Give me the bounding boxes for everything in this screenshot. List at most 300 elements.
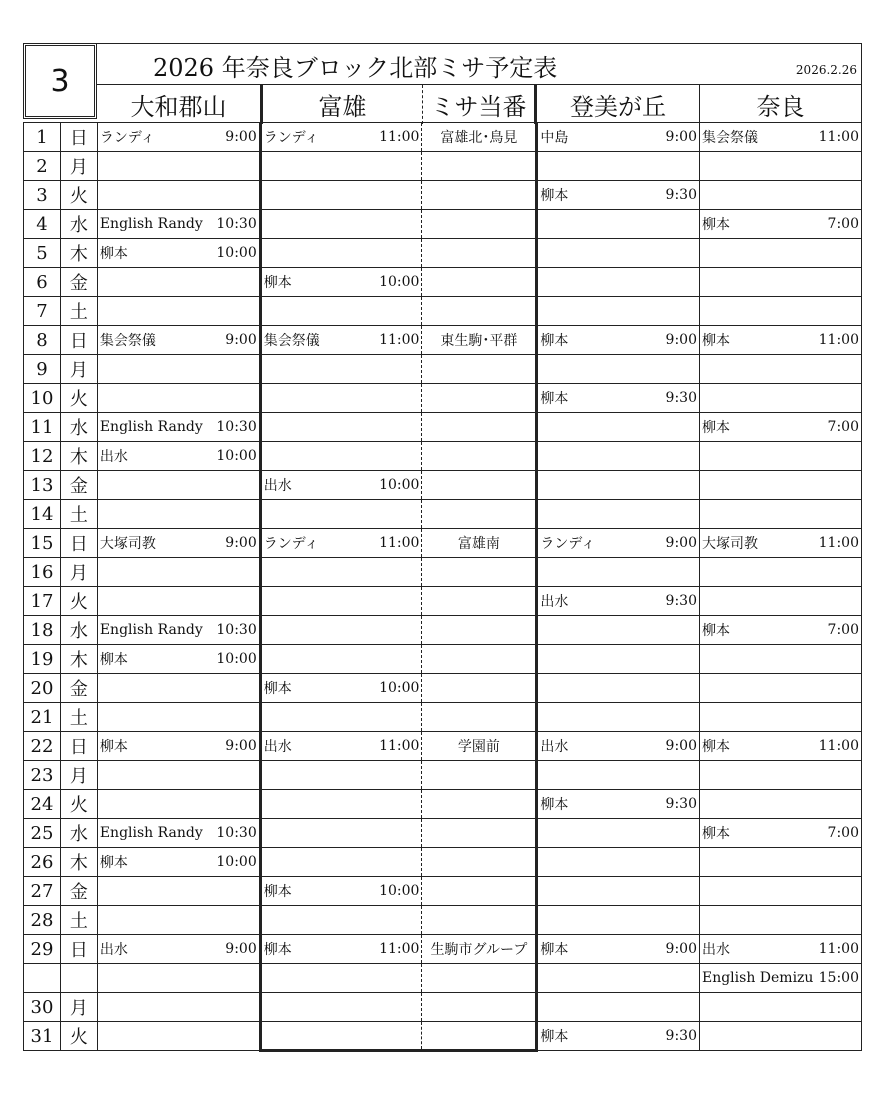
- column-header-nara: 奈良: [699, 85, 861, 124]
- table-row: [24, 152, 862, 181]
- event-entry: [540, 1026, 697, 1046]
- cell-nara: [699, 268, 861, 297]
- event-entry: [540, 127, 697, 147]
- day-number: 4: [24, 210, 61, 239]
- weekday: 木: [60, 442, 97, 471]
- table-row: [24, 848, 862, 877]
- weekday: 日: [60, 732, 97, 761]
- cell-duty: 学園前: [422, 732, 537, 761]
- event-officiant: 柳本: [701, 333, 730, 349]
- day-number: 9: [24, 355, 61, 384]
- cell-nara: [699, 558, 861, 587]
- cell-tomigaoka: [537, 790, 700, 819]
- event-officiant: 柳本: [540, 188, 569, 204]
- cell-tomigaoka: [537, 993, 700, 1022]
- cell-tomio: [260, 471, 422, 500]
- table-row: [24, 935, 862, 964]
- cell-duty: [422, 645, 537, 674]
- event-time: 9:30: [665, 1028, 697, 1044]
- weekday: 金: [60, 877, 97, 906]
- cell-nara: [699, 790, 861, 819]
- day-number: 31: [24, 1022, 61, 1051]
- column-headers: [97, 84, 861, 124]
- event-officiant: ランディ: [540, 536, 596, 552]
- cell-tomio: [260, 848, 422, 877]
- event-time: 15:00: [818, 970, 859, 986]
- weekday: 木: [60, 239, 97, 268]
- event-officiant: 出水: [540, 739, 569, 755]
- event-time: 7:00: [827, 216, 859, 232]
- event-entry: [264, 127, 420, 147]
- event-time: 11:00: [379, 332, 420, 348]
- cell-yamatokoriyama: [97, 152, 260, 181]
- event-time: 10:00: [379, 274, 420, 290]
- event-officiant: 出水: [263, 478, 292, 494]
- event-time: 9:00: [225, 535, 257, 551]
- cell-nara: [699, 877, 861, 906]
- cell-duty: [422, 761, 537, 790]
- cell-duty: [422, 964, 537, 993]
- cell-tomio: [260, 123, 422, 152]
- event-time: 9:00: [225, 129, 257, 145]
- event-time: 10:00: [216, 854, 257, 870]
- column-header-tomio: 富雄: [260, 85, 422, 124]
- cell-nara: [699, 297, 861, 326]
- day-number: 24: [24, 790, 61, 819]
- event-officiant: 柳本: [540, 333, 569, 349]
- cell-duty: [422, 616, 537, 645]
- cell-nara: [699, 210, 861, 239]
- event-officiant: 柳本: [99, 652, 128, 668]
- day-number: 10: [24, 384, 61, 413]
- weekday: 火: [60, 790, 97, 819]
- cell-yamatokoriyama: [97, 268, 260, 297]
- event-entry: [702, 970, 859, 986]
- event-entry: [100, 852, 257, 872]
- event-entry: [540, 185, 697, 205]
- table-row: [24, 732, 862, 761]
- cell-tomigaoka: [537, 297, 700, 326]
- table-row: [24, 471, 862, 500]
- day-number: 29: [24, 935, 61, 964]
- day-number: 3: [24, 181, 61, 210]
- cell-nara: [699, 123, 861, 152]
- weekday: 日: [60, 529, 97, 558]
- event-time: 9:00: [665, 941, 697, 957]
- cell-tomio: [260, 558, 422, 587]
- cell-yamatokoriyama: [97, 471, 260, 500]
- cell-yamatokoriyama: [97, 674, 260, 703]
- day-number: 26: [24, 848, 61, 877]
- cell-yamatokoriyama: [97, 935, 260, 964]
- cell-nara: [699, 732, 861, 761]
- cell-duty: [422, 239, 537, 268]
- event-time: 10:00: [379, 680, 420, 696]
- weekday: 月: [60, 558, 97, 587]
- cell-yamatokoriyama: [97, 964, 260, 993]
- table-row: [24, 268, 862, 297]
- cell-tomio: [260, 877, 422, 906]
- cell-nara: [699, 964, 861, 993]
- cell-tomio: [260, 181, 422, 210]
- cell-duty: 東生駒･平群: [422, 326, 537, 355]
- cell-tomigaoka: [537, 152, 700, 181]
- cell-tomigaoka: [537, 761, 700, 790]
- cell-nara: [699, 703, 861, 732]
- event-entry: [100, 243, 257, 263]
- day-number: 17: [24, 587, 61, 616]
- day-number: 20: [24, 674, 61, 703]
- cell-tomigaoka: [537, 732, 700, 761]
- event-officiant: 柳本: [263, 681, 292, 697]
- cell-nara: [699, 616, 861, 645]
- cell-tomigaoka: [537, 1022, 700, 1051]
- cell-yamatokoriyama: [97, 993, 260, 1022]
- table-row: [24, 993, 862, 1022]
- event-entry: [540, 591, 697, 611]
- day-number: 27: [24, 877, 61, 906]
- table-row: [24, 181, 862, 210]
- cell-yamatokoriyama: [97, 239, 260, 268]
- day-number: 8: [24, 326, 61, 355]
- cell-tomigaoka: [537, 906, 700, 935]
- cell-tomigaoka: [537, 210, 700, 239]
- event-time: 7:00: [827, 622, 859, 638]
- day-number: 21: [24, 703, 61, 732]
- cell-tomio: [260, 790, 422, 819]
- event-officiant: 柳本: [701, 739, 730, 755]
- event-officiant: 大塚司教: [701, 536, 758, 552]
- event-time: 10:00: [216, 245, 257, 261]
- cell-nara: [699, 645, 861, 674]
- event-time: 11:00: [379, 738, 420, 754]
- cell-tomigaoka: [537, 239, 700, 268]
- weekday: [60, 964, 97, 993]
- cell-tomigaoka: [537, 500, 700, 529]
- event-entry: [100, 939, 257, 959]
- event-time: 9:00: [665, 738, 697, 754]
- event-entry: [702, 939, 859, 959]
- event-officiant: 柳本: [540, 942, 569, 958]
- event-officiant: English Demizu: [701, 970, 814, 986]
- cell-tomigaoka: [537, 355, 700, 384]
- cell-tomigaoka: [537, 703, 700, 732]
- event-time: 7:00: [827, 419, 859, 435]
- event-time: 11:00: [818, 129, 859, 145]
- weekday: 土: [60, 703, 97, 732]
- table-row: [24, 326, 862, 355]
- event-time: 10:30: [216, 216, 257, 232]
- event-entry: [264, 881, 420, 901]
- event-time: 10:00: [216, 651, 257, 667]
- cell-nara: [699, 355, 861, 384]
- cell-yamatokoriyama: [97, 210, 260, 239]
- cell-tomio: [260, 529, 422, 558]
- cell-tomigaoka: [537, 384, 700, 413]
- cell-yamatokoriyama: [97, 732, 260, 761]
- cell-yamatokoriyama: [97, 181, 260, 210]
- cell-tomigaoka: [537, 935, 700, 964]
- day-number: 2: [24, 152, 61, 181]
- cell-duty: [422, 993, 537, 1022]
- cell-yamatokoriyama: [97, 297, 260, 326]
- cell-yamatokoriyama: [97, 413, 260, 442]
- cell-yamatokoriyama: [97, 819, 260, 848]
- event-time: 10:30: [216, 825, 257, 841]
- cell-tomio: [260, 616, 422, 645]
- event-officiant: 出水: [99, 449, 128, 465]
- event-entry: [702, 417, 859, 437]
- cell-tomigaoka: [537, 587, 700, 616]
- event-entry: [540, 388, 697, 408]
- cell-duty: 富雄南: [422, 529, 537, 558]
- weekday: 火: [60, 1022, 97, 1051]
- event-entry: [702, 620, 859, 640]
- event-officiant: 集会祭儀: [701, 130, 758, 146]
- cell-duty: [422, 848, 537, 877]
- day-number: 16: [24, 558, 61, 587]
- cell-duty: [422, 297, 537, 326]
- event-officiant: English Randy: [99, 825, 203, 841]
- cell-tomigaoka: [537, 181, 700, 210]
- event-officiant: 柳本: [263, 275, 292, 291]
- event-officiant: 柳本: [99, 855, 128, 871]
- cell-nara: [699, 181, 861, 210]
- cell-tomio: [260, 210, 422, 239]
- table-row: [24, 1022, 862, 1051]
- weekday: 月: [60, 761, 97, 790]
- weekday: 水: [60, 819, 97, 848]
- cell-tomio: [260, 935, 422, 964]
- cell-tomigaoka: [537, 558, 700, 587]
- schedule-body: [24, 123, 862, 1051]
- cell-yamatokoriyama: [97, 442, 260, 471]
- table-row: [24, 703, 862, 732]
- cell-duty: [422, 384, 537, 413]
- weekday: 日: [60, 123, 97, 152]
- event-officiant: 柳本: [99, 739, 128, 755]
- event-entry: [264, 475, 420, 495]
- event-time: 9:00: [665, 535, 697, 551]
- event-officiant: 出水: [701, 942, 730, 958]
- cell-tomio: [260, 587, 422, 616]
- cell-tomio: [260, 993, 422, 1022]
- cell-duty: [422, 674, 537, 703]
- cell-tomigaoka: [537, 413, 700, 442]
- day-number: 15: [24, 529, 61, 558]
- schedule-header: [23, 43, 862, 122]
- cell-yamatokoriyama: [97, 355, 260, 384]
- table-row: [24, 210, 862, 239]
- event-officiant: English Randy: [99, 419, 203, 435]
- cell-tomio: [260, 500, 422, 529]
- cell-yamatokoriyama: [97, 326, 260, 355]
- event-officiant: 柳本: [701, 623, 730, 639]
- event-officiant: 柳本: [701, 217, 730, 233]
- cell-nara: [699, 935, 861, 964]
- event-time: 10:30: [216, 419, 257, 435]
- event-entry: [264, 533, 420, 553]
- cell-tomigaoka: [537, 848, 700, 877]
- schedule-sheet: [23, 43, 862, 1052]
- event-officiant: 集会祭儀: [263, 333, 320, 349]
- weekday: 月: [60, 355, 97, 384]
- event-time: 10:00: [216, 448, 257, 464]
- cell-tomigaoka: [537, 442, 700, 471]
- weekday: 金: [60, 674, 97, 703]
- event-entry: [702, 214, 859, 234]
- event-officiant: 柳本: [540, 391, 569, 407]
- table-row: [24, 500, 862, 529]
- cell-yamatokoriyama: [97, 906, 260, 935]
- cell-yamatokoriyama: [97, 123, 260, 152]
- cell-tomio: [260, 326, 422, 355]
- event-entry: [264, 736, 420, 756]
- event-time: 11:00: [818, 535, 859, 551]
- event-entry: [264, 272, 420, 292]
- cell-nara: [699, 848, 861, 877]
- cell-tomio: [260, 819, 422, 848]
- cell-yamatokoriyama: [97, 761, 260, 790]
- cell-duty: [422, 471, 537, 500]
- cell-nara: [699, 413, 861, 442]
- table-row: [24, 384, 862, 413]
- cell-nara: [699, 471, 861, 500]
- event-time: 11:00: [379, 941, 420, 957]
- cell-duty: [422, 268, 537, 297]
- cell-tomio: [260, 239, 422, 268]
- event-time: 9:30: [665, 593, 697, 609]
- cell-nara: [699, 442, 861, 471]
- event-entry: [100, 446, 257, 466]
- day-number: 6: [24, 268, 61, 297]
- event-officiant: 柳本: [99, 246, 128, 262]
- event-officiant: 柳本: [263, 942, 292, 958]
- day-number: 11: [24, 413, 61, 442]
- table-row: [24, 790, 862, 819]
- cell-tomio: [260, 297, 422, 326]
- column-header-yamatokoriyama: 大和郡山: [130, 93, 227, 121]
- event-entry: [100, 330, 257, 350]
- table-row: [24, 413, 862, 442]
- event-entry: [100, 533, 257, 553]
- cell-duty: [422, 152, 537, 181]
- event-entry: [264, 678, 420, 698]
- cell-tomigaoka: [537, 645, 700, 674]
- table-row: [24, 964, 862, 993]
- event-officiant: 柳本: [263, 884, 292, 900]
- cell-yamatokoriyama: [97, 703, 260, 732]
- event-officiant: ランディ: [263, 536, 319, 552]
- weekday: 火: [60, 587, 97, 616]
- cell-duty: [422, 819, 537, 848]
- cell-tomigaoka: [537, 529, 700, 558]
- weekday: 金: [60, 268, 97, 297]
- cell-yamatokoriyama: [97, 558, 260, 587]
- event-entry: [100, 622, 257, 638]
- cell-tomio: [260, 732, 422, 761]
- event-time: 9:00: [665, 129, 697, 145]
- cell-tomio: [260, 674, 422, 703]
- event-entry: [100, 736, 257, 756]
- cell-nara: [699, 500, 861, 529]
- day-number: 22: [24, 732, 61, 761]
- event-officiant: English Randy: [99, 216, 203, 232]
- cell-tomio: [260, 906, 422, 935]
- cell-tomigaoka: [537, 268, 700, 297]
- cell-tomio: [260, 355, 422, 384]
- table-row: [24, 819, 862, 848]
- day-number: 25: [24, 819, 61, 848]
- cell-yamatokoriyama: [97, 500, 260, 529]
- event-time: 11:00: [379, 129, 420, 145]
- cell-duty: [422, 906, 537, 935]
- event-officiant: ランディ: [263, 130, 319, 146]
- weekday: 火: [60, 181, 97, 210]
- event-entry: [702, 533, 859, 553]
- cell-nara: [699, 384, 861, 413]
- event-officiant: English Randy: [99, 622, 203, 638]
- weekday: 土: [60, 906, 97, 935]
- weekday: 日: [60, 326, 97, 355]
- table-row: [24, 587, 862, 616]
- cell-tomio: [260, 384, 422, 413]
- event-officiant: 出水: [540, 594, 569, 610]
- cell-yamatokoriyama: [97, 587, 260, 616]
- cell-tomio: [260, 413, 422, 442]
- cell-yamatokoriyama: [97, 848, 260, 877]
- event-officiant: 中島: [540, 130, 569, 146]
- event-entry: [100, 649, 257, 669]
- cell-tomio: [260, 442, 422, 471]
- event-time: 9:00: [665, 332, 697, 348]
- month-number: 3: [23, 43, 97, 119]
- event-officiant: 柳本: [701, 826, 730, 842]
- event-officiant: 大塚司教: [99, 536, 156, 552]
- cell-tomigaoka: [537, 877, 700, 906]
- event-time: 11:00: [818, 738, 859, 754]
- cell-nara: [699, 1022, 861, 1051]
- cell-nara: [699, 529, 861, 558]
- event-entry: [100, 419, 257, 435]
- weekday: 月: [60, 152, 97, 181]
- cell-yamatokoriyama: [97, 645, 260, 674]
- event-officiant: 柳本: [540, 797, 569, 813]
- event-entry: [702, 823, 859, 843]
- table-row: [24, 355, 862, 384]
- cell-tomigaoka: [537, 471, 700, 500]
- cell-yamatokoriyama: [97, 384, 260, 413]
- table-row: [24, 558, 862, 587]
- event-time: 10:00: [379, 477, 420, 493]
- cell-nara: [699, 152, 861, 181]
- event-entry: [702, 127, 859, 147]
- cell-tomio: [260, 268, 422, 297]
- event-officiant: 出水: [99, 942, 128, 958]
- cell-nara: [699, 993, 861, 1022]
- cell-duty: [422, 877, 537, 906]
- cell-duty: [422, 587, 537, 616]
- cell-tomio: [260, 703, 422, 732]
- event-time: 9:00: [225, 738, 257, 754]
- event-time: 10:30: [216, 622, 257, 638]
- event-entry: [540, 330, 697, 350]
- cell-tomio: [260, 964, 422, 993]
- cell-tomigaoka: [537, 123, 700, 152]
- event-entry: [702, 736, 859, 756]
- weekday: 水: [60, 616, 97, 645]
- weekday: 日: [60, 935, 97, 964]
